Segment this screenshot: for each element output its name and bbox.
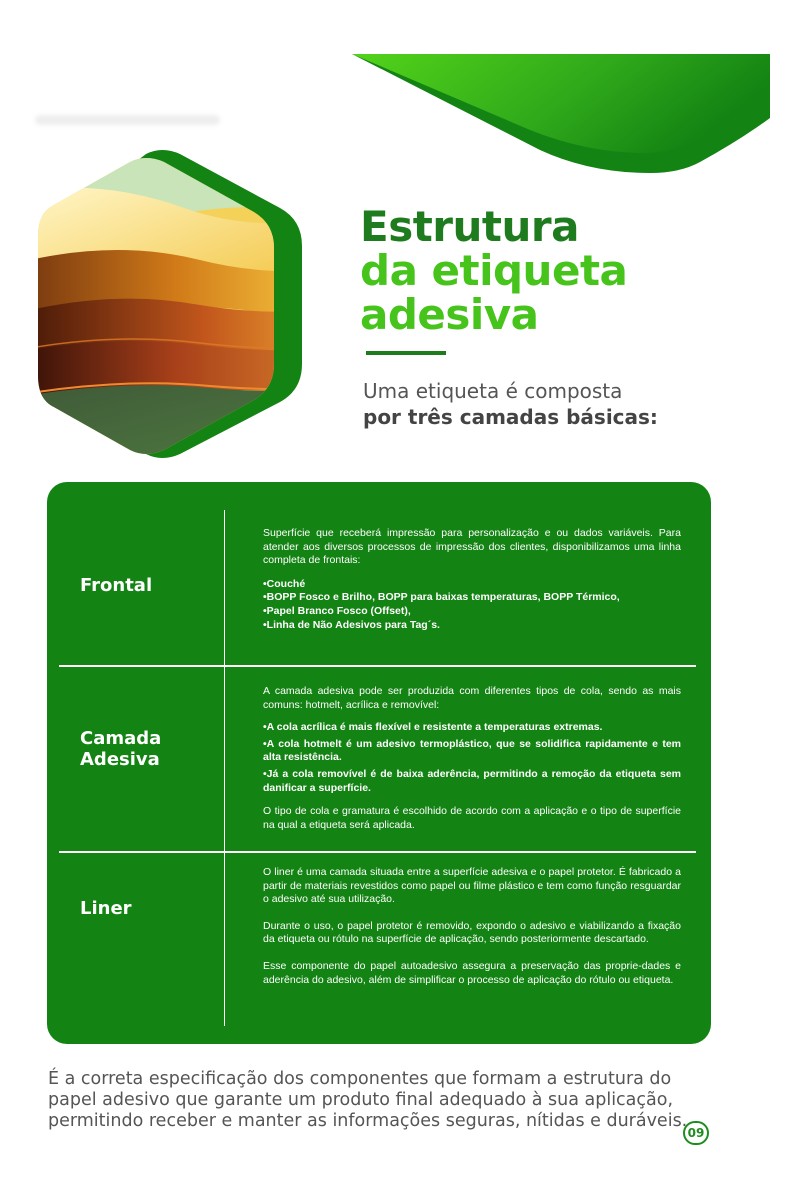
subtitle (363, 378, 658, 430)
title-line-3: adesiva (360, 290, 539, 339)
paragraph: O liner é uma camada situada entre a superfície adesiva e o papel protetor. É fabricado a partir de materiais revestidos como papel ou filme plástico e tem como função resguardar o adesivo até sua utilização. (263, 866, 681, 906)
paragraph: Superfície que receberá impressão para personalização e ou dados variáveis. Para atender aos diversos processos de impressão dos clientes, disponibilizamos uma linha completa de frontais: (263, 527, 681, 567)
bullet-item: •A cola acrílica é mais flexível e resistente a temperaturas extremas. (263, 721, 603, 734)
row-label-camada-adesiva (80, 728, 220, 770)
paragraph: O tipo de cola e gramatura é escolhido de acordo com a aplicação e o tipo de superfície na qual a etiqueta será aplicada. (263, 805, 681, 831)
row-label-line: Adesiva (80, 749, 160, 770)
title-underline (366, 351, 446, 355)
bullet-item: •Papel Branco Fosco (Offset), (263, 604, 411, 617)
bullet-item: •BOPP Fosco e Brilho, BOPP para baixas temperaturas, BOPP Térmico, (263, 591, 620, 604)
bullet-item: •Couché (263, 577, 306, 590)
row-label-line: Frontal (80, 575, 153, 596)
subtitle-line-2: por três camadas básicas: (363, 405, 658, 429)
closing-statement: É a correta especificação dos componentes que formam a estrutura do papel adesivo que garante um produto final adequado à sua aplicação, permitindo receber e manter as informações seguras, nítidas e duráveis. (48, 1069, 688, 1131)
faded-header-mark (35, 115, 220, 125)
bullet-item: •Já a cola removível é de baixa aderência, permitindo a remoção da etiqueta sem danificar a superfície. (263, 767, 681, 794)
page-title (360, 202, 628, 339)
row-text-liner (263, 866, 681, 987)
title-line-2: da etiqueta (360, 246, 628, 295)
title-line-1: Estrutura (360, 202, 579, 251)
paragraph: Esse componente do papel autoadesivo assegura a preservação das proprie-dades e aderência do adesivo, além de simplificar o processo de aplicação do rótulo ou etiqueta. (263, 959, 681, 986)
paragraph: A camada adesiva pode ser produzida com diferentes tipos de cola, sendo as mais comuns: hotmelt, acrílica e removível: (263, 685, 681, 711)
row-divider (59, 851, 696, 853)
row-label-liner (80, 898, 220, 919)
page-number: 09 (683, 1121, 709, 1145)
bullet-item: •Linha de Não Adesivos para Tag´s. (263, 618, 440, 631)
paragraph: Durante o uso, o papel protetor é removido, expondo o adesivo e viabilizando a fixação da etiqueta ou rótulo na superfície de aplicação, sendo posteriormente descartado. (263, 919, 681, 946)
row-divider (59, 665, 696, 667)
row-text-frontal (263, 527, 681, 632)
row-label-line: Camada (80, 728, 162, 749)
bullet-item: •A cola hotmelt é um adesivo termoplástico, que se solidifica rapidamente e tem alta resistência. (263, 737, 681, 764)
subtitle-line-1: Uma etiqueta é composta (363, 379, 623, 403)
row-label-frontal (80, 575, 220, 596)
hexagon-layers-image (30, 150, 320, 460)
row-label-line: Liner (80, 898, 132, 919)
row-text-camada-adesiva (263, 685, 681, 832)
layers-table (47, 482, 711, 1044)
column-divider (224, 510, 225, 1026)
